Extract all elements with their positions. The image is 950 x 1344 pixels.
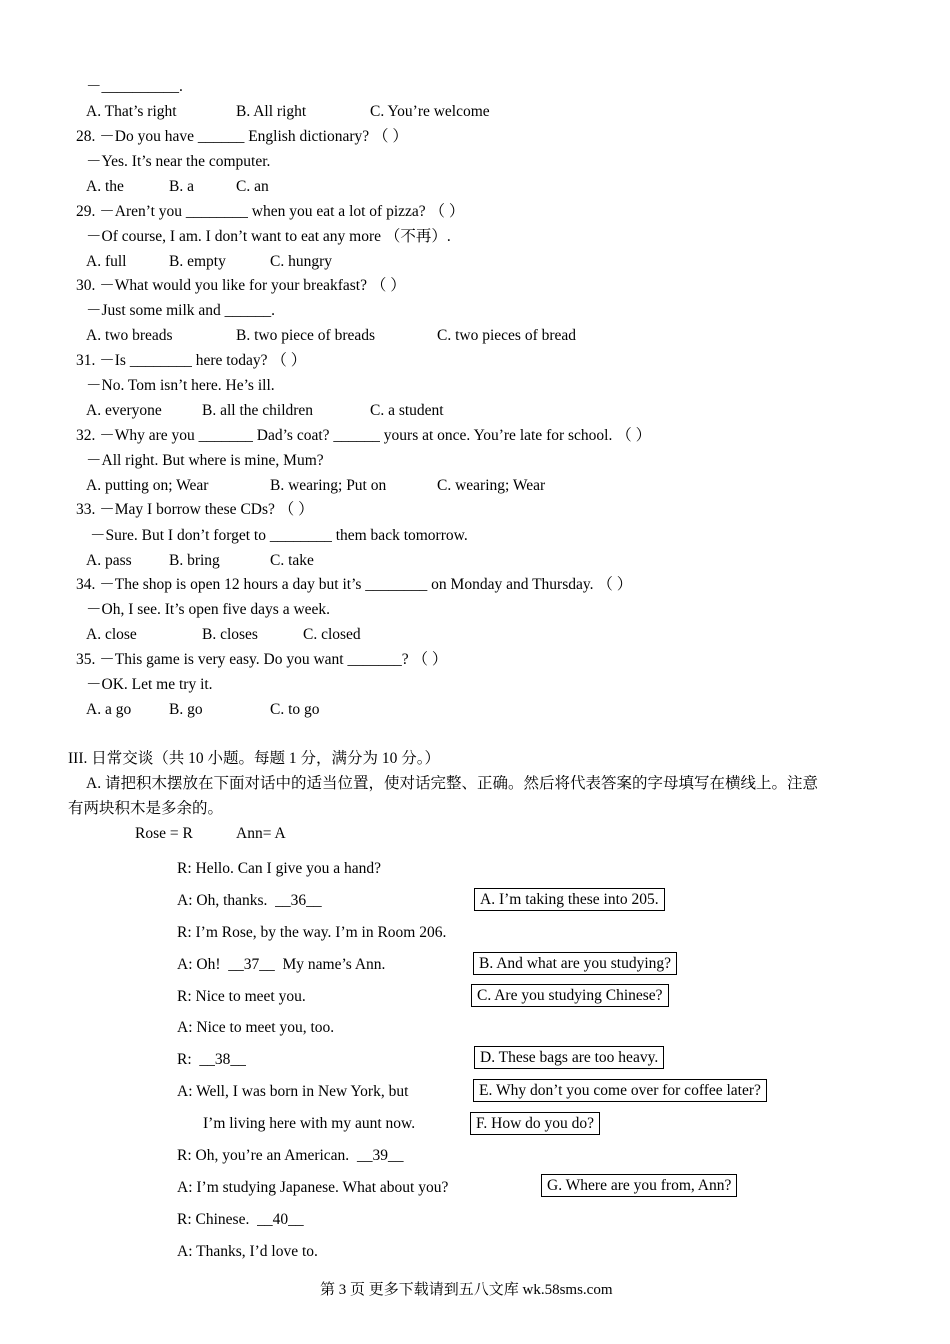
blank-40: __40__ [257,1211,304,1228]
dialogue-line-12 [177,1210,304,1230]
q28-option-c: C. an [236,178,269,195]
dialogue-text: R: [177,1051,200,1068]
q35-question: 35. －This game is very easy. Do you want _______? （ ） [76,651,448,668]
q31-option-a: A. everyone [86,402,162,419]
q35-option-c: C. to go [270,701,320,718]
q30-option-a: A. two breads [86,327,173,344]
q33-question: 33. －May I borrow these CDs? （ ） [76,501,314,518]
page-footer: 第 3 页 更多下载请到五八文库 wk.58sms.com [320,1282,613,1298]
q35-option-b: B. go [169,701,203,718]
q34-option-c: C. closed [303,626,361,643]
q27-option-b: B. All right [236,103,307,120]
blank-39: __39__ [356,1147,404,1164]
answer-block-f: F. How do you do? [470,1112,600,1135]
blank-38: __38__ [199,1051,246,1068]
dialogue-line-2 [177,891,322,911]
q29-option-a: A. full [86,253,127,270]
q33-option-c: C. take [270,552,314,569]
q32-option-a: A. putting on; Wear [86,477,209,494]
section-heading: III. 日常交谈（共 10 小题。每题 1 分，满分为 10 分。） [68,750,440,767]
dialogue-line-9: I’m living here with my aunt now. [203,1115,416,1132]
q29-question: 29. －Aren’t you ________ when you eat a lot of pizza? （ ） [76,203,465,220]
q28-reply: －Yes. It’s near the computer. [86,153,271,170]
answer-block-g: G. Where are you from, Ann? [541,1174,737,1197]
q33-reply: －Sure. But I don’t forget to ________ them back tomorrow. [90,527,468,544]
q30-reply: －Just some milk and ______. [86,302,276,319]
q28-option-b: B. a [169,178,194,195]
q29-option-c: C. hungry [270,253,332,270]
q29-option-b: B. empty [169,253,226,270]
q31-reply: －No. Tom isn’t here. He’s ill. [86,377,275,394]
dialogue-line-1: R: Hello. Can I give you a hand? [177,860,382,877]
q32-question: 32. －Why are you _______ Dad’s coat? ______ yours at once. You’re late for school. （ ） [76,427,652,444]
q32-reply: －All right. But where is mine, Mum? [86,452,324,469]
dialogue-line-7 [177,1050,246,1070]
dialogue-text: A: Oh! [177,956,229,973]
dialogue-text: R: Oh, you’re an American. [177,1147,357,1164]
dialogue-text: My name’s Ann. [274,956,386,973]
q33-option-a: A. pass [86,552,132,569]
q35-option-a: A. a go [86,701,132,718]
answer-block-c: C. Are you studying Chinese? [471,984,669,1007]
q34-option-b: B. closes [202,626,258,643]
q33-option-b: B. bring [169,552,220,569]
q32-option-c: C. wearing; Wear [437,477,546,494]
q29-reply: －Of course, I am. I don’t want to eat any more （不再）. [86,228,451,245]
dialogue-line-6: A: Nice to meet you, too. [177,1019,335,1036]
q34-option-a: A. close [86,626,137,643]
dialogue-line-11: A: I’m studying Japanese. What about you? [177,1179,449,1196]
dialogue-line-3: R: I’m Rose, by the way. I’m in Room 206. [177,924,447,941]
dialogue-text: A: Oh, thanks. [177,892,276,909]
dialogue-text: R: Chinese. [177,1211,258,1228]
q35-reply: －OK. Let me try it. [86,676,213,693]
answer-block-d: D. These bags are too heavy. [474,1046,664,1069]
legend-rose: Rose = R [135,825,193,842]
dialogue-line-10 [177,1146,403,1166]
dialogue-line-13: A: Thanks, I’d love to. [177,1243,318,1260]
q27-answer-line: －__________. [86,78,183,95]
q30-option-b: B. two piece of breads [236,327,376,344]
q27-option-c: C. You’re welcome [370,103,490,120]
q32-option-b: B. wearing; Put on [270,477,387,494]
section-instruction-line1: A. 请把积木摆放在下面对话中的适当位置，使对话完整、正确。然后将代表答案的字母填写在横线上。注意 [86,775,818,792]
q34-question: 34. －The shop is open 12 hours a day but it’s ________ on Monday and Thursday. （ ） [76,576,633,593]
answer-block-e: E. Why don’t you come over for coffee later? [473,1079,767,1102]
legend-ann: Ann= A [236,825,286,842]
section-instruction-line2: 有两块积木是多余的。 [68,800,224,817]
q31-option-b: B. all the children [202,402,314,419]
q31-question: 31. －Is ________ here today? （ ） [76,352,307,369]
blank-37: __37__ [228,956,275,973]
dialogue-line-5: R: Nice to meet you. [177,988,306,1005]
q27-option-a: A. That’s right [86,103,177,120]
answer-block-a: A. I’m taking these into 205. [474,888,665,911]
q34-reply: －Oh, I see. It’s open five days a week. [86,601,331,618]
dialogue-line-4 [177,955,385,975]
blank-36: __36__ [275,892,322,909]
dialogue-line-8: A: Well, I was born in New York, but [177,1083,409,1100]
q30-question: 30. －What would you like for your breakfast? （ ） [76,277,406,294]
q28-option-a: A. the [86,178,124,195]
answer-block-b: B. And what are you studying? [473,952,677,975]
q31-option-c: C. a student [370,402,444,419]
q28-question: 28. －Do you have ______ English dictionary? （ ） [76,128,408,145]
q30-option-c: C. two pieces of bread [437,327,577,344]
